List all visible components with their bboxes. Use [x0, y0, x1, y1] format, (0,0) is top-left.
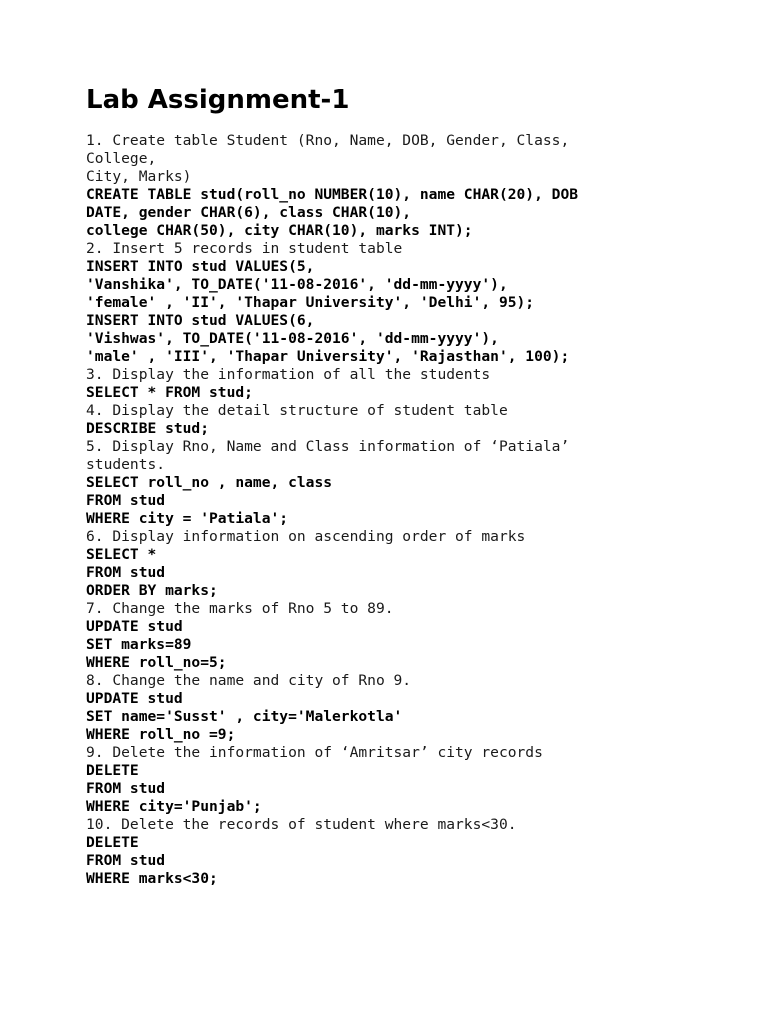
- sql-code-line: WHERE marks<30;: [86, 870, 218, 887]
- instruction-line: 9. Delete the information of ‘Amritsar’ city records: [86, 744, 543, 761]
- sql-code-line: 'female' , 'II', 'Thapar University', 'Delhi', 95);: [86, 294, 535, 311]
- sql-code-line: FROM stud: [86, 492, 166, 509]
- sql-code-line: INSERT INTO stud VALUES(6,: [86, 312, 315, 329]
- sql-code-line: UPDATE stud: [86, 690, 183, 707]
- instruction-line: 5. Display Rno, Name and Class information of ‘Patiala’: [86, 438, 570, 455]
- page-title: Lab Assignment-1: [86, 85, 350, 115]
- sql-code-line: SET marks=89: [86, 636, 192, 653]
- instruction-line: 1. Create table Student (Rno, Name, DOB, Gender, Class,: [86, 132, 570, 149]
- instruction-line: College,: [86, 150, 157, 167]
- sql-code-line: 'Vanshika', TO_DATE('11-08-2016', 'dd-mm-yyyy'),: [86, 276, 508, 293]
- sql-code-line: DELETE: [86, 762, 139, 779]
- sql-code-line: UPDATE stud: [86, 618, 183, 635]
- sql-code-line: FROM stud: [86, 852, 166, 869]
- sql-code-line: 'Vishwas', TO_DATE('11-08-2016', 'dd-mm-yyyy'),: [86, 330, 499, 347]
- sql-code-line: CREATE TABLE stud(roll_no NUMBER(10), name CHAR(20), DOB: [86, 186, 579, 203]
- instruction-line: 3. Display the information of all the students: [86, 366, 491, 383]
- sql-code-line: INSERT INTO stud VALUES(5,: [86, 258, 315, 275]
- sql-code-line: FROM stud: [86, 780, 166, 797]
- sql-code-line: SET name='Susst' , city='Malerkotla': [86, 708, 403, 725]
- sql-code-line: SELECT * FROM stud;: [86, 384, 253, 401]
- sql-code-line: FROM stud: [86, 564, 166, 581]
- instruction-line: 6. Display information on ascending order of marks: [86, 528, 526, 545]
- assignment-body: [86, 132, 736, 888]
- instruction-line: 7. Change the marks of Rno 5 to 89.: [86, 600, 394, 617]
- sql-code-line: WHERE city = 'Patiala';: [86, 510, 289, 527]
- sql-code-line: 'male' , 'III', 'Thapar University', 'Rajasthan', 100);: [86, 348, 570, 365]
- instruction-line: 2. Insert 5 records in student table: [86, 240, 403, 257]
- sql-code-line: WHERE roll_no=5;: [86, 654, 227, 671]
- instruction-line: students.: [86, 456, 166, 473]
- instruction-line: 4. Display the detail structure of student table: [86, 402, 508, 419]
- sql-code-line: WHERE city='Punjab';: [86, 798, 262, 815]
- sql-code-line: college CHAR(50), city CHAR(10), marks INT);: [86, 222, 473, 239]
- sql-code-line: DESCRIBE stud;: [86, 420, 210, 437]
- instruction-line: City, Marks): [86, 168, 192, 185]
- sql-code-line: DELETE: [86, 834, 139, 851]
- sql-code-line: WHERE roll_no =9;: [86, 726, 236, 743]
- sql-code-line: SELECT roll_no , name, class: [86, 474, 333, 491]
- instruction-line: 8. Change the name and city of Rno 9.: [86, 672, 412, 689]
- sql-code-line: SELECT *: [86, 546, 157, 563]
- sql-code-line: DATE, gender CHAR(6), class CHAR(10),: [86, 204, 412, 221]
- instruction-line: 10. Delete the records of student where marks<30.: [86, 816, 517, 833]
- sql-code-line: ORDER BY marks;: [86, 582, 218, 599]
